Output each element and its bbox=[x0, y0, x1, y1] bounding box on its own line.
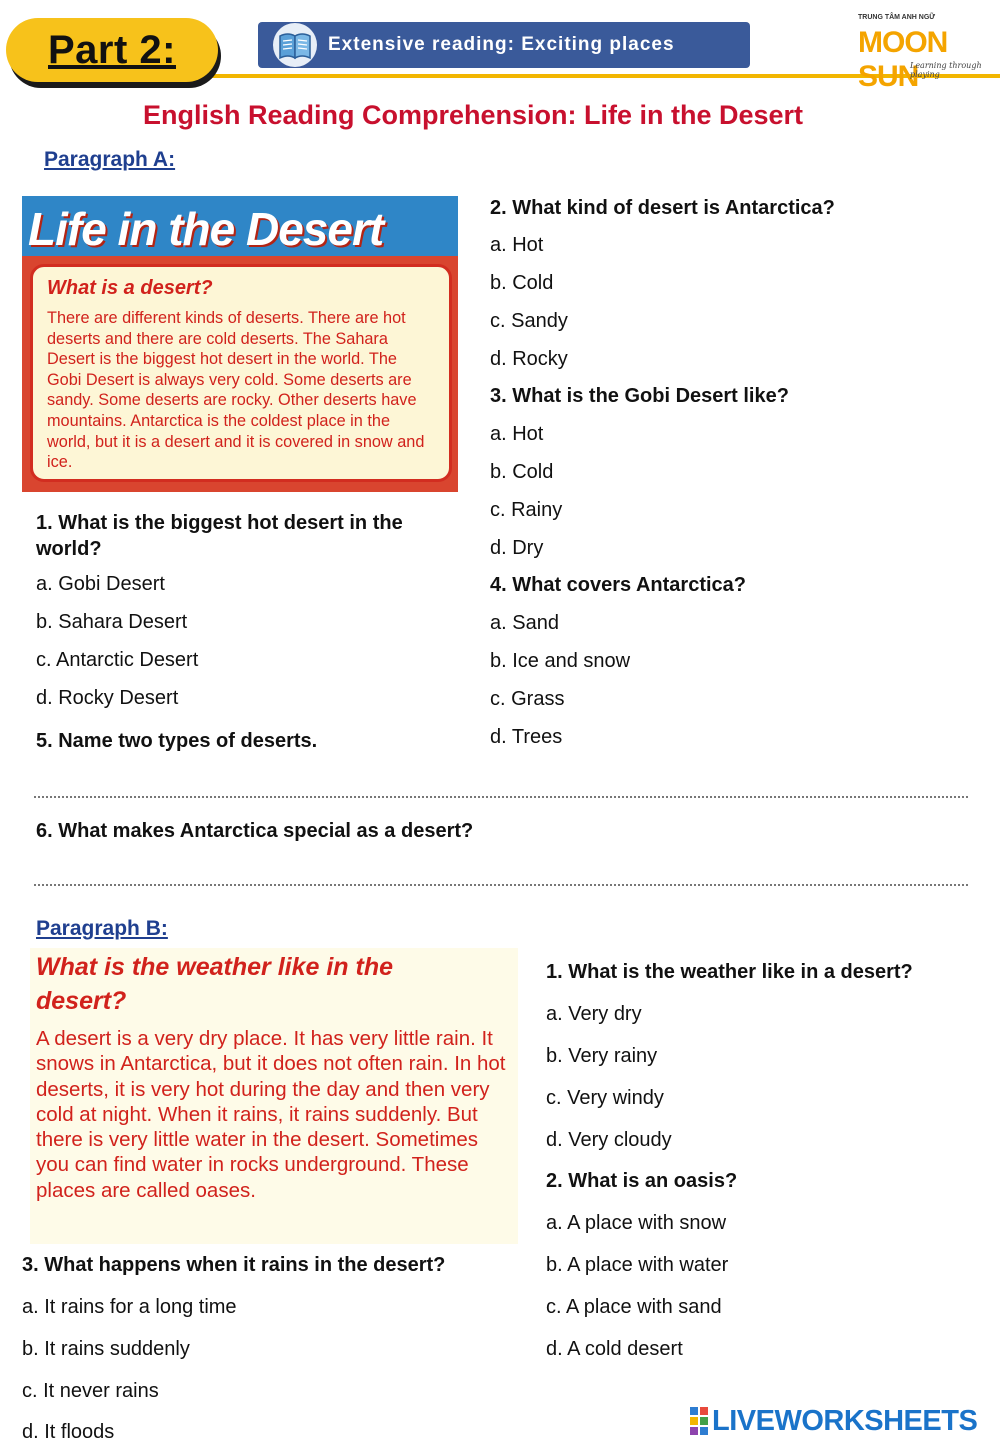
option-b1-d[interactable]: d. Very cloudy bbox=[546, 1129, 672, 1151]
liveworksheets-wordmark: LIVEWORKSHEETS bbox=[712, 1404, 978, 1437]
question-b3: 3. What happens when it rains in the desert? bbox=[22, 1254, 446, 1276]
option-a4-d[interactable]: d. Trees bbox=[490, 726, 563, 748]
reading-image-b bbox=[30, 948, 518, 1244]
question-a2: 2. What kind of desert is Antarctica? bbox=[490, 197, 835, 219]
option-b1-b[interactable]: b. Very rainy bbox=[546, 1045, 658, 1067]
option-a3-d[interactable]: d. Dry bbox=[490, 537, 544, 559]
option-a2-c[interactable]: c. Sandy bbox=[490, 310, 568, 332]
option-b3-a[interactable]: a. It rains for a long time bbox=[22, 1296, 237, 1318]
reading-image-a-title: Life in the Desert bbox=[28, 203, 384, 255]
option-a3-b[interactable]: b. Cold bbox=[490, 461, 554, 483]
option-a2-a[interactable]: a. Hot bbox=[490, 234, 544, 256]
option-a1-d[interactable]: d. Rocky Desert bbox=[36, 687, 179, 709]
option-a4-b[interactable]: b. Ice and snow bbox=[490, 650, 631, 672]
question-b2: 2. What is an oasis? bbox=[546, 1170, 738, 1192]
option-a1-a[interactable]: a. Gobi Desert bbox=[36, 573, 165, 595]
book-icon bbox=[272, 22, 318, 68]
option-b3-b[interactable]: b. It rains suddenly bbox=[22, 1338, 190, 1360]
question-a4: 4. What covers Antarctica? bbox=[490, 574, 747, 596]
answer-line-a5[interactable] bbox=[34, 796, 968, 798]
option-b2-c[interactable]: c. A place with sand bbox=[546, 1296, 722, 1318]
reading-image-a bbox=[22, 196, 458, 492]
paragraph-b-heading: Paragraph B: bbox=[36, 917, 168, 940]
reading-a-subtitle: What is a desert? bbox=[47, 277, 213, 299]
part-label: Part 2: bbox=[48, 27, 176, 72]
option-b2-d[interactable]: d. A cold desert bbox=[546, 1338, 683, 1360]
page-title: English Reading Comprehension: Life in the Desert bbox=[142, 100, 804, 130]
paragraph-a-heading: Paragraph A: bbox=[44, 148, 176, 171]
liveworksheets-grid-icon bbox=[690, 1407, 708, 1435]
answer-line-a6[interactable] bbox=[34, 884, 968, 886]
logo-brand: MOON SUN bbox=[858, 26, 948, 93]
reading-a-text: There are different kinds of deserts. There are hot deserts and there are cold deserts. The Sahara Desert is the biggest hot desert in the world. The Gobi Desert is always very cold. Some deserts are sandy. Some deserts are rocky. Other deserts have mountains. Antarctica is the coldest place in the world, but it is a desert and it is covered in snow and ice. bbox=[47, 309, 425, 472]
question-a5: 5. Name two types of deserts. bbox=[36, 730, 318, 752]
question-a1: 1. What is the biggest hot desert in the world? bbox=[36, 512, 403, 560]
moonsun-logo bbox=[852, 12, 992, 93]
reading-b-text: A desert is a very dry place. It has very little rain. It snows in Antarctica, but it does not often rain. In hot deserts, it is very hot during the day and then very cold at night. When it rains, it rains suddenly. But there is very little water in the desert. Sometimes you can find water in rocks underground. These places are called oases. bbox=[36, 1027, 506, 1202]
question-b1: 1. What is the weather like in a desert? bbox=[546, 961, 913, 983]
part-label-badge bbox=[6, 18, 218, 82]
liveworksheets-logo bbox=[690, 1404, 977, 1438]
logo-small-text: TRUNG TÂM ANH NGỮ bbox=[858, 14, 936, 21]
reading-b-subtitle: What is the weather like in the desert? bbox=[36, 953, 394, 1015]
option-b1-a[interactable]: a. Very dry bbox=[546, 1003, 642, 1025]
option-b2-b[interactable]: b. A place with water bbox=[546, 1254, 729, 1276]
reading-text-box-a bbox=[30, 264, 452, 482]
option-a3-c[interactable]: c. Rainy bbox=[490, 499, 563, 521]
option-b2-a[interactable]: a. A place with snow bbox=[546, 1212, 727, 1234]
option-a2-d[interactable]: d. Rocky bbox=[490, 348, 568, 370]
option-a2-b[interactable]: b. Cold bbox=[490, 272, 554, 294]
option-a4-c[interactable]: c. Grass bbox=[490, 688, 565, 710]
option-b3-d[interactable]: d. It floods bbox=[22, 1421, 115, 1443]
option-a1-b[interactable]: b. Sahara Desert bbox=[36, 611, 188, 633]
option-b3-c[interactable]: c. It never rains bbox=[22, 1380, 159, 1402]
section-banner bbox=[258, 22, 750, 68]
question-a6: 6. What makes Antarctica special as a desert? bbox=[36, 820, 474, 842]
option-a4-a[interactable]: a. Sand bbox=[490, 612, 559, 634]
question-a3: 3. What is the Gobi Desert like? bbox=[490, 385, 789, 407]
option-a3-a[interactable]: a. Hot bbox=[490, 423, 544, 445]
logo-tagline: Learning through playing bbox=[910, 61, 982, 79]
banner-title: Extensive reading: Exciting places bbox=[328, 34, 675, 55]
option-a1-c[interactable]: c. Antarctic Desert bbox=[36, 649, 199, 671]
option-b1-c[interactable]: c. Very windy bbox=[546, 1087, 664, 1109]
